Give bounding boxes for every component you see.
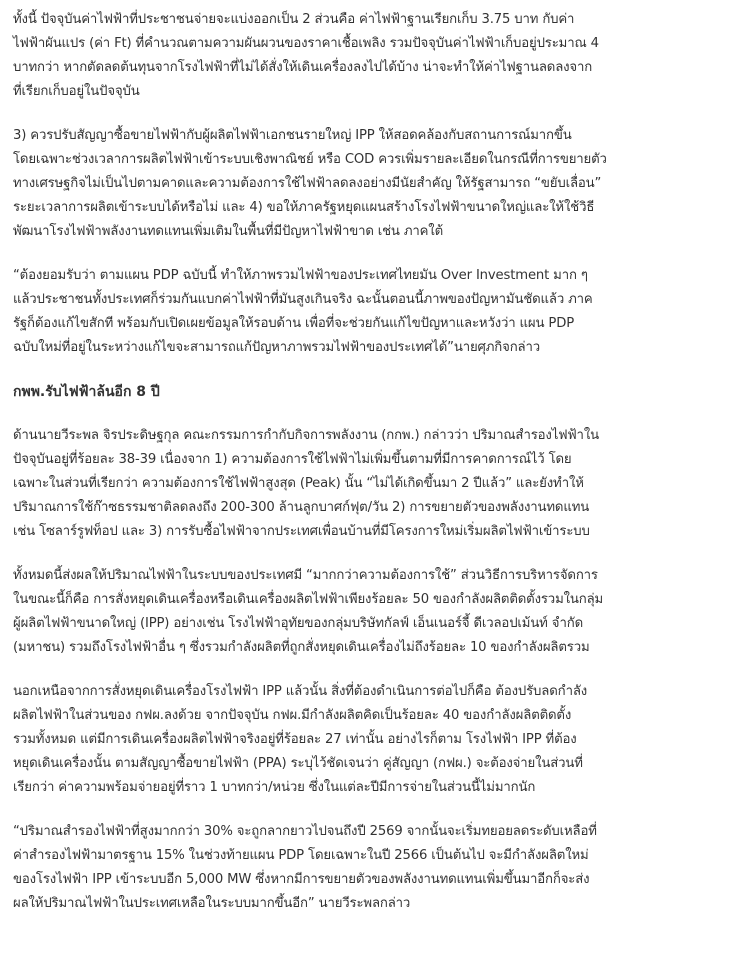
paragraph-supakit-quote: “ต้องยอมรับว่า ตามแผน PDP ฉบับนี้ ทำให้ภาพรวมไฟฟ้าของประเทศไทยมัน Over Investment มาก ๆ แล้วประชาชนทั้งประเทศก็ร่วมกันแบกค่าไฟฟ้าที่มันสูงเกินจริง ฉะนั้นตอนนี้ภาพของปัญหามันชัดแล้ว ภาค รัฐก็ต้องแก้ไขสักที พร้อมกับเปิดเผยข้อมูลให้รอบด้าน เพื่อที่จะช่วยกันแก้ไขปัญหาและหวังว่า แผน PDP ฉบับใหม่ที่อยู่ในระหว่างแก้ไขจะสามารถแก้ปัญหาภาพรวมไฟฟ้าของประเทศได้”นายศุภกิจกล่าว [13, 268, 593, 355]
paragraph-electricity-cost: ทั้งนี้ ปัจจุบันค่าไฟฟ้าที่ประชาชนจ่ายจะแบ่งออกเป็น 2 ส่วนคือ ค่าไฟฟ้าฐานเรียกเก็บ 3.75 บาท กับค่า ไฟฟ้าผันแปร (ค่า Ft) ที่คำนวณตามความผันผวนของราคาเชื้อเพลิง รวมปัจจุบันค่าไฟฟ้าเก็บอยู่ประมาณ 4 บาทกว่า หากตัดลดต้นทุนจากโรงไฟฟ้าที่ไม่ได้สั่งให้เดินเครื่องลงไปได้บ้าง น่าจะทำให้ค่าไฟฐานลดลงจาก ที่เรียกเก็บอยู่ในปัจจุบัน [13, 12, 599, 99]
paragraph-weerapol-quote: “ปริมาณสำรองไฟฟ้าที่สูงมากกว่า 30% จะถูกลากยาวไปจนถึงปี 2569 จากนั้นจะเริ่มทยอยลดระดับเหลือที่ ค่าสำรองไฟฟ้ามาตรฐาน 15% ในช่วงท้ายแผน PDP โดยเฉพาะในปี 2566 เป็นต้นไป จะมีกำลังผลิตใหม่ ของโรงไฟฟ้า IPP เข้าระบบอีก 5,000 MW ซึ่งหากมีการขยายตัวของพลังงานทดแทนเพิ่มขึ้นมาอีกก็จะส่ง ผลให้ปริมาณไฟฟ้าในประเทศเหลือในระบบมากขึ้นอีก” นายวีระพลกล่าว [13, 824, 597, 911]
section-heading: กพพ.รับไฟฟ้าล้นอีก 8 ปี [13, 384, 160, 400]
paragraph-ipp-contract: 3) ควรปรับสัญญาซื้อขายไฟฟ้ากับผู้ผลิตไฟฟ้าเอกชนรายใหญ่ IPP ให้สอดคล้องกับสถานการณ์มากขึ้น โดยเฉพาะช่วงเวลาการผลิตไฟฟ้าเข้าระบบเชิงพาณิชย์ หรือ COD ควรเพิ่มรายละเอียดในกรณีที่การขยายตัว ทางเศรษฐกิจไม่เป็นไปตามคาดและความต้องการใช้ไฟฟ้าลดลงอย่างมีนัยสำคัญ ให้รัฐสามารถ “ขยับเลื่อน” ระยะเวลาการผลิตเข้าระบบได้หรือไม่ และ 4) ขอให้ภาครัฐหยุดแผนสร้างโรงไฟฟ้าขนาดใหญ่และให้ใช้วิธี พัฒนาโรงไฟฟ้าพลังงานทดแทนเพิ่มเติมในพื้นที่มีปัญหาไฟฟ้าขาด เช่น ภาคใต้ [13, 128, 607, 239]
paragraph-oversupply: ทั้งหมดนี้ส่งผลให้ปริมาณไฟฟ้าในระบบของประเทศมี “มากกว่าความต้องการใช้” ส่วนวิธีการบริหารจัดการ ในขณะนี้ก็คือ การสั่งหยุดเดินเครื่องหรือเดินเครื่องผลิตไฟฟ้าเพียงร้อยละ 50 ของกำลังผลิตติดตั้งรวมในกลุ่ม ผู้ผลิตไฟฟ้าขนาดใหญ่ (IPP) อย่างเช่น โรงไฟฟ้าอุทัยของกลุ่มบริษัทกัลฟ์ เอ็นเนอร์จี้ ดีเวลอปเม้นท์ จำกัด (มหาชน) รวมถึงโรงไฟฟ้าอื่น ๆ ซึ่งรวมกำลังผลิตที่ถูกสั่งหยุดเดินเครื่องไม่ถึงร้อยละ 10 ของกำลังผลิตรวม [13, 568, 604, 655]
paragraph-egat-reduction: นอกเหนือจากการสั่งหยุดเดินเครื่องโรงไฟฟ้า IPP แล้วนั้น สิ่งที่ต้องดำเนินการต่อไปก็คือ ต้องปรับลดกำลัง ผลิตไฟฟ้าในส่วนของ กฟผ.ลงด้วย จากปัจจุบัน กฟผ.มีกำลังผลิตคิดเป็นร้อยละ 40 ของกำลังผลิตติดตั้ง รวมทั้งหมด แต่มีการเดินเครื่องผลิตไฟฟ้าจริงอยู่ที่ร้อยละ 27 เท่านั้น อย่างไรก็ตาม โรงไฟฟ้า IPP ที่ต้อง หยุดเดินเครื่องนั้น ตามสัญญาซื้อขายไฟฟ้า (PPA) ระบุไว้ชัดเจนว่า คู่สัญญา (กฟผ.) จะต้องจ่ายในส่วนที่ เรียกว่า ค่าความพร้อมจ่ายอยู่ที่ราว 1 บาทกว่า/หน่วย ซึ่งในแต่ละปีมีการจ่ายในส่วนนี้ไม่มากนัก [13, 684, 588, 795]
paragraph-reserve-level: ด้านนายวีระพล จิรประดิษฐกุล คณะกรรมการกำกับกิจการพลังงาน (กกพ.) กล่าวว่า ปริมาณสำรองไฟฟ้าใน ปัจจุบันอยู่ที่ร้อยละ 38-39 เนื่องจาก 1) ความต้องการใช้ไฟฟ้าไม่เพิ่มขึ้นตามที่มีการคาดการณ์ไว้ โดย เฉพาะในส่วนที่เรียกว่า ความต้องการใช้ไฟฟ้าสูงสุด (Peak) นั้น “ไม่ได้เกิดขึ้นมา 2 ปีแล้ว” และยังทำให้ ปริมาณการใช้ก๊าซธรรมชาติลดลงถึง 200-300 ล้านลูกบาศก์ฟุต/วัน 2) การขยายตัวของพลังงานทดแทน เช่น โซลาร์รูฟท็อป และ 3) การรับซื้อไฟฟ้าจากประเทศเพื่อนบ้านที่มีโครงการใหม่เริ่มผลิตไฟฟ้าเข้าระบบ [13, 428, 599, 539]
